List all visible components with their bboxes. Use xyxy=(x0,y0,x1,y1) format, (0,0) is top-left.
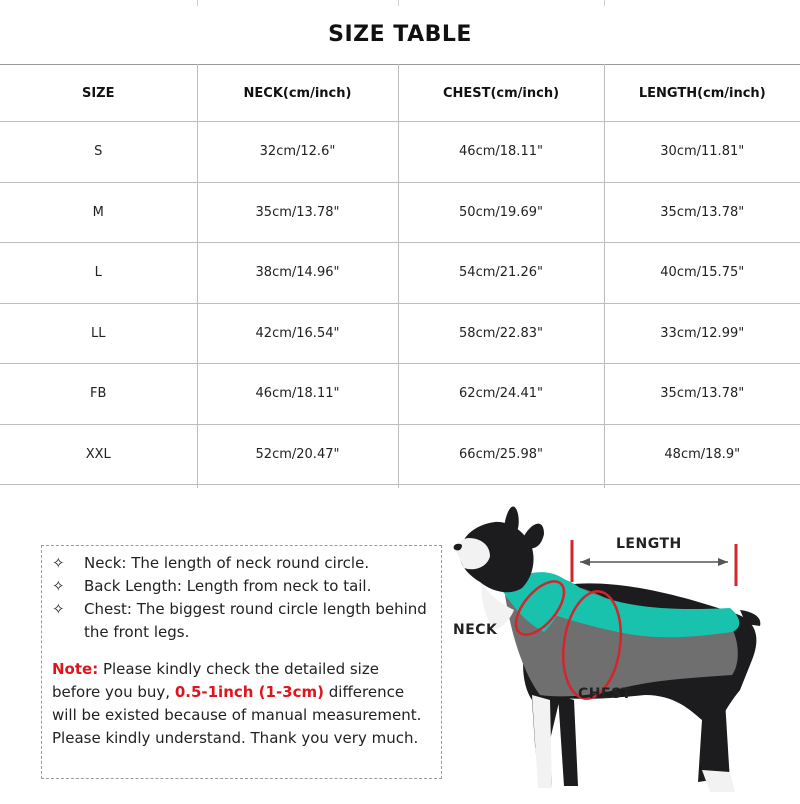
cell-neck: 46cm/18.11" xyxy=(197,364,398,425)
table-row xyxy=(0,182,800,243)
page-title: SIZE TABLE xyxy=(328,22,472,47)
header-size: SIZE xyxy=(0,65,197,122)
cell-length: 33cm/12.99" xyxy=(604,303,800,364)
table-row xyxy=(0,122,800,183)
note-range: 0.5-1inch (1-3cm) xyxy=(174,683,324,701)
header-neck: NECK(cm/inch) xyxy=(197,65,398,122)
length-label: LENGTH xyxy=(616,536,682,552)
cell-chest: 50cm/19.69" xyxy=(398,182,604,243)
cell-size: L xyxy=(0,243,197,304)
sparkle-icon: ✧ xyxy=(52,600,65,618)
dog-hind-paw xyxy=(702,770,735,792)
cell-length: 35cm/13.78" xyxy=(604,364,800,425)
cell-chest: 66cm/25.98" xyxy=(398,424,604,485)
list-item xyxy=(52,552,431,575)
header-length: LENGTH(cm/inch) xyxy=(604,65,800,122)
note-label: Note: xyxy=(52,660,99,678)
sparkle-icon: ✧ xyxy=(52,554,65,572)
table-row xyxy=(0,243,800,304)
cell-size: S xyxy=(0,122,197,183)
cell-chest: 62cm/24.41" xyxy=(398,364,604,425)
dog-measurement-figure xyxy=(440,500,800,800)
dog-ear-right xyxy=(524,524,544,549)
size-table xyxy=(0,64,800,485)
neck-label: NECK xyxy=(453,622,498,638)
sparkle-icon: ✧ xyxy=(52,577,65,595)
table-row xyxy=(0,303,800,364)
cell-chest: 46cm/18.11" xyxy=(398,122,604,183)
measurement-notes-box xyxy=(41,545,442,779)
cell-length: 35cm/13.78" xyxy=(604,182,800,243)
cell-neck: 35cm/13.78" xyxy=(197,182,398,243)
chest-label: CHEST xyxy=(578,686,632,702)
note-paragraph xyxy=(52,658,431,750)
cell-neck: 38cm/14.96" xyxy=(197,243,398,304)
list-item xyxy=(52,575,431,598)
cell-size: LL xyxy=(0,303,197,364)
cell-neck: 32cm/12.6" xyxy=(197,122,398,183)
cell-size: FB xyxy=(0,364,197,425)
bullet-text-length: Back Length: Length from neck to tail. xyxy=(84,577,372,595)
table-tail-lines xyxy=(0,484,800,488)
bullet-text-neck: Neck: The length of neck round circle. xyxy=(84,554,370,572)
dog-front-leg-2 xyxy=(558,695,578,786)
bullet-text-chest: Chest: The biggest round circle length behind the front legs. xyxy=(84,600,427,641)
cell-chest: 54cm/21.26" xyxy=(398,243,604,304)
cell-size: XXL xyxy=(0,424,197,485)
length-arrowhead-left xyxy=(580,558,590,566)
length-arrowhead-right xyxy=(718,558,728,566)
header-chest: CHEST(cm/inch) xyxy=(398,65,604,122)
list-item xyxy=(52,598,431,644)
table-header-row xyxy=(0,65,800,122)
cell-neck: 52cm/20.47" xyxy=(197,424,398,485)
cell-size: M xyxy=(0,182,197,243)
cell-length: 30cm/11.81" xyxy=(604,122,800,183)
table-row xyxy=(0,424,800,485)
dog-front-leg xyxy=(532,695,552,788)
note-text-1: Please kindly check the detailed size before you buy, xyxy=(52,660,379,701)
table-row xyxy=(0,364,800,425)
cell-neck: 42cm/16.54" xyxy=(197,303,398,364)
note-text-2: difference will be existed because of manual measurement. Please kindly understand. Thank you very much. xyxy=(52,683,422,747)
cell-chest: 58cm/22.83" xyxy=(398,303,604,364)
cell-length: 48cm/18.9" xyxy=(604,424,800,485)
cell-length: 40cm/15.75" xyxy=(604,243,800,304)
